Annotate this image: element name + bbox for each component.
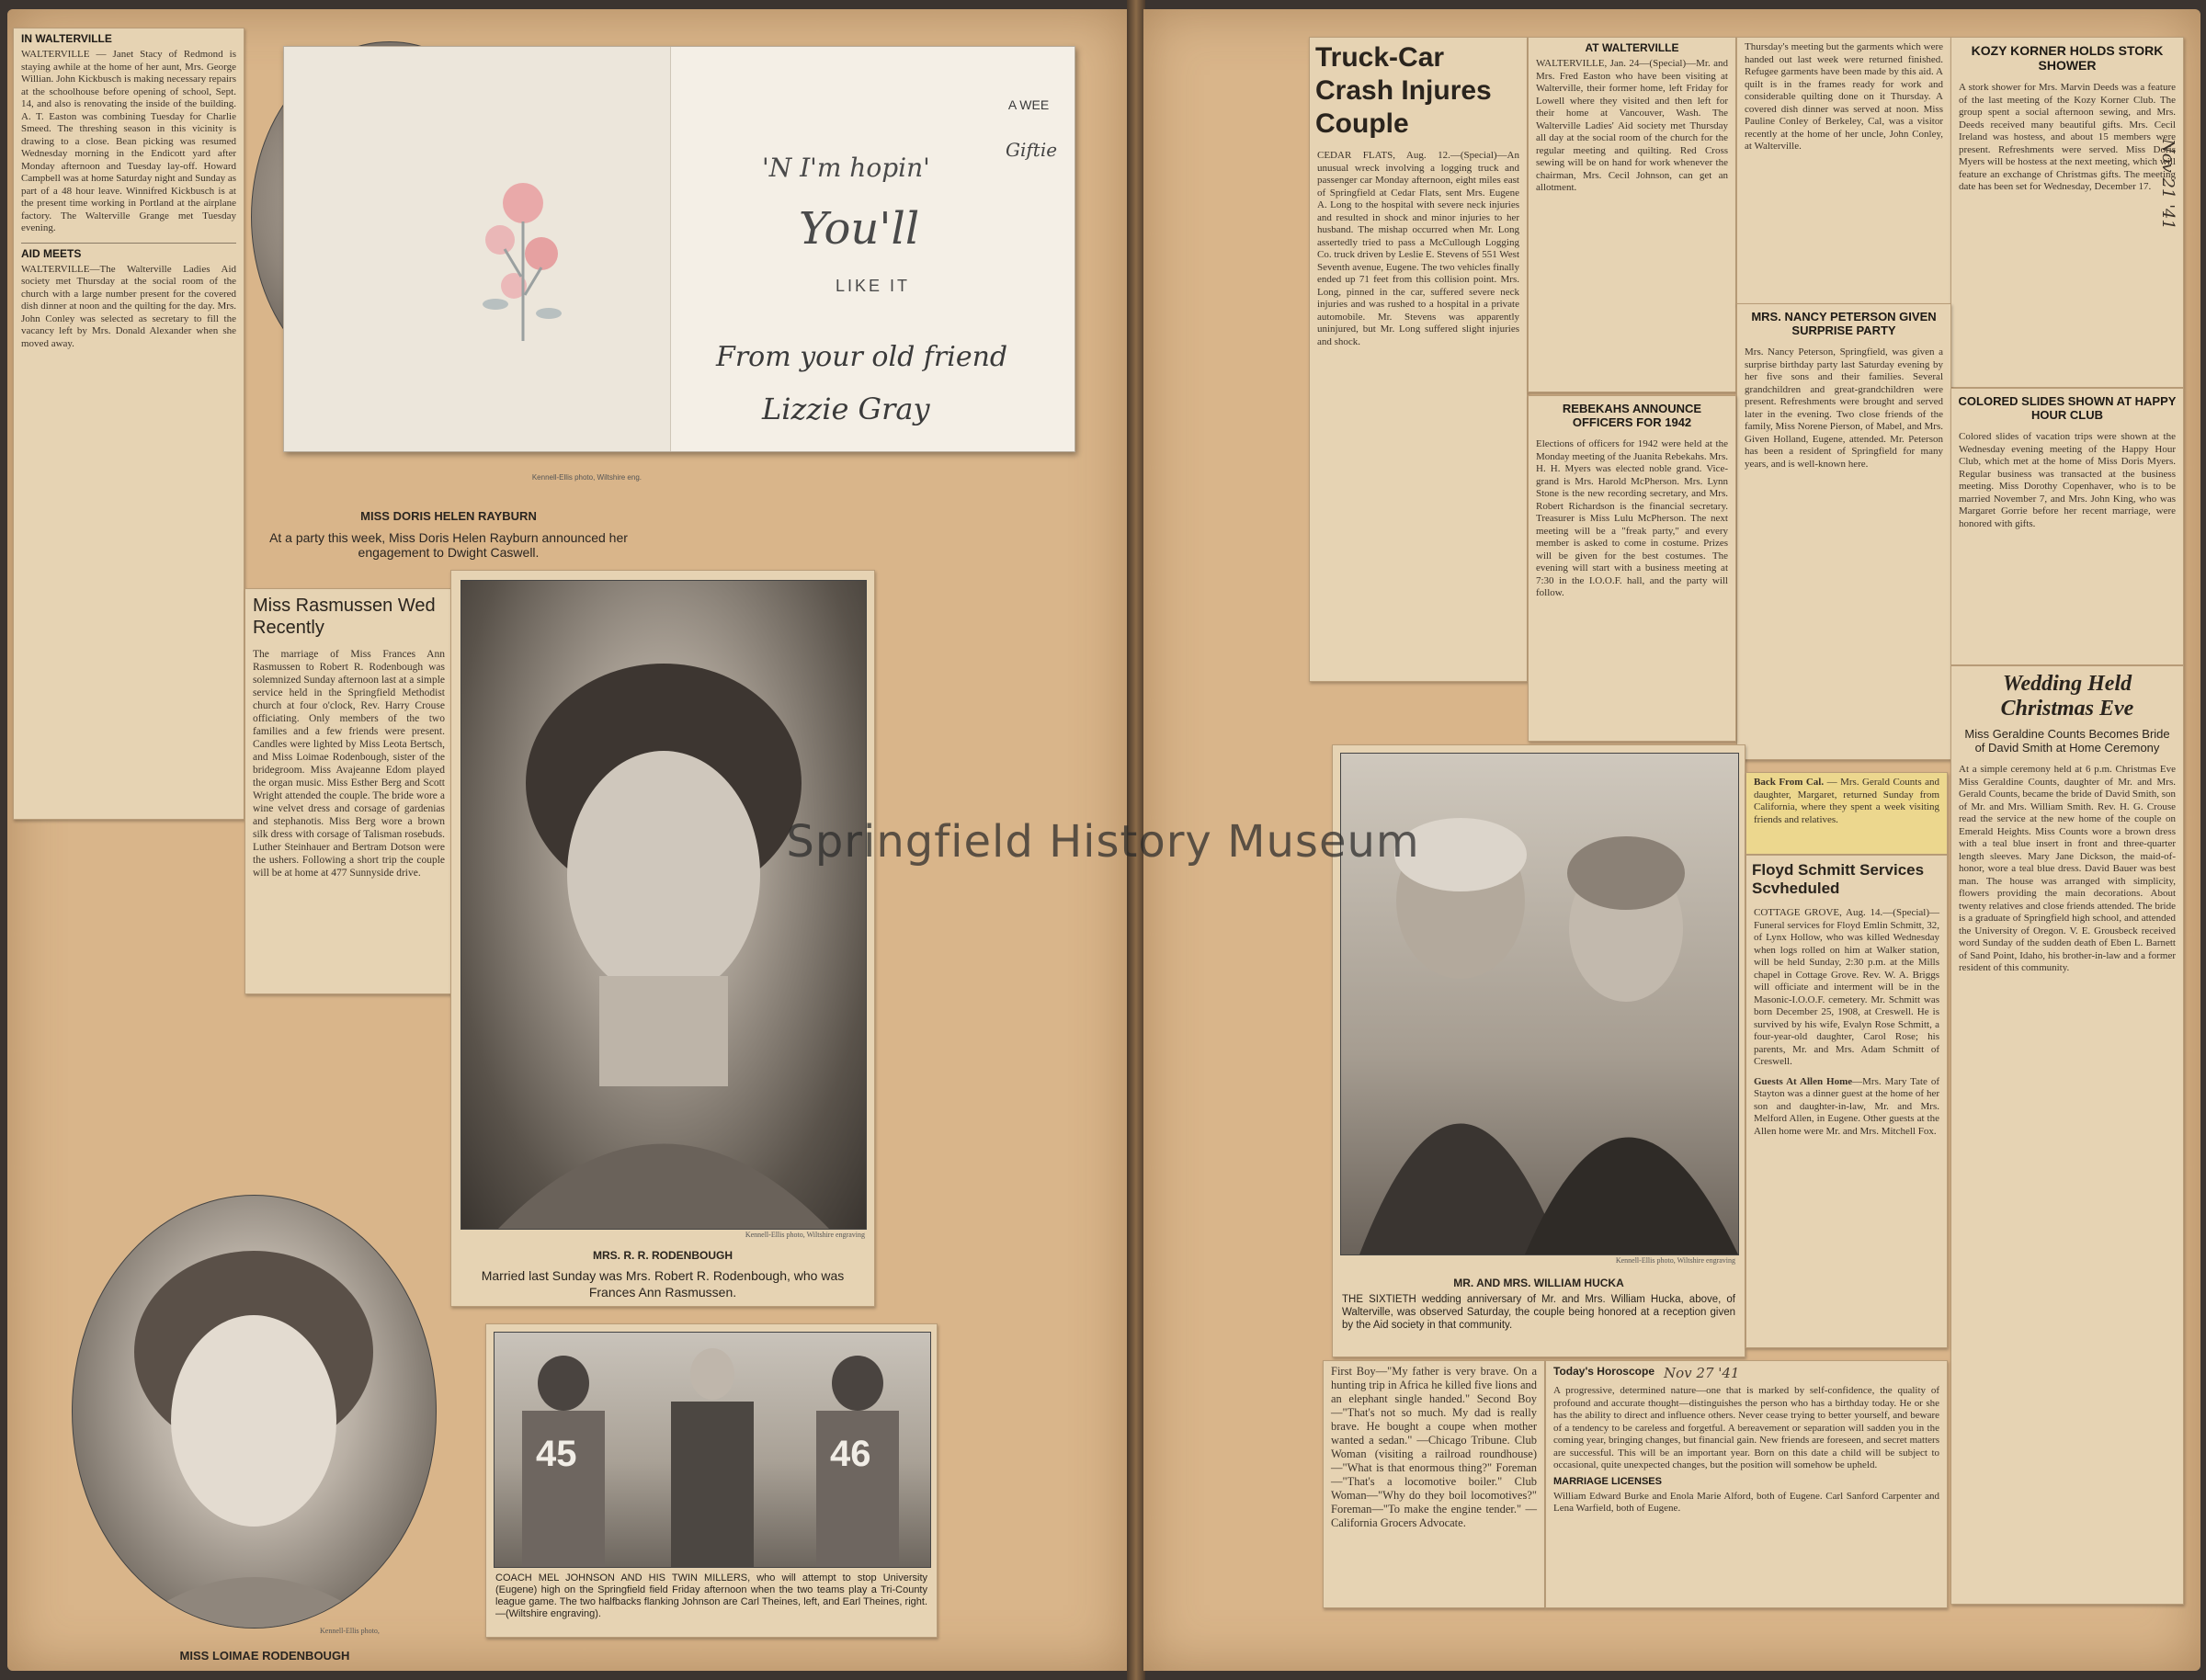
- at-walterville-body: WALTERVILLE, Jan. 24—(Special)—Mr. and Mrs. Fred Easton who have been visiting at Walterville, their former home, left Friday for Lowell where they visited and then left for their home at Vancouver, Wash. The Walterville Ladies' Aid society met Thursday all day at the social room of the church for the regular meeting and quilting. Red Cross sewing will be on hand for work whenever the chairman, Mrs. Cecil Johnson, can get an allotment.: [1536, 58, 1728, 193]
- guests-allen-heading: Guests At Allen Home: [1754, 1075, 1853, 1087]
- hucka-couple-photo: [1340, 753, 1739, 1255]
- rayburn-caption-block: [256, 473, 642, 560]
- wedding-christmas-eve-clipping: [1950, 665, 2184, 1605]
- horoscope-body: A progressive, determined nature—one that is marked by self-confidence, the quality of profound and accurate thought—distinguishes the person who has a birthday today. He or she has the ability to direct and influence others. Never cease trying to better yourself, and beware of a tendency to be careless and forgetful. A bereavement or separation will sadden you in the coming year, bringing changes, but financial gain. New friends are foreseen, and secret matters are successful. This will be an important year. Born on this date a child will be subject to occasional, quite unexpected changes, but the position will somehow be upheld.: [1553, 1385, 1939, 1470]
- hucka-caption: THE SIXTIETH wedding anniversary of Mr. and Mrs. William Hucka, above, of Walterville, was observed Saturday, the couple being honored at a reception given by the Aid society in that community.: [1342, 1294, 1735, 1331]
- loimae-portrait: [72, 1195, 437, 1629]
- wedding-body: At a simple ceremony held at 6 p.m. Christmas Eve Miss Geraldine Counts, daughter of Mr. and Mrs. Gerald Counts, became the bride of David Smith, son of Mr. and Mrs. William Smith. Rev. H. G. Crouse read the service at the new home of the couple on Emerald Heights. Miss Counts wore a brown dress with a teal blue insert in front and three-quarter length sleeves. Mary Jane Dickson, the maid-of-honor, wore a teal blue dress. David Bauer was best man. The house was arranged with simplicity, flowers providing the main decorations. About twenty relatives and close friends attended. The bride is a graduate of Springfield high school, and attended the University of Oregon. V. E. Grousbeck received word Sunday of the sudden death of Eben L. Barnett of Sand Point, Idaho, his brother-in-law and a former resident of this community.: [1959, 764, 2176, 973]
- walterville-news-clipping: [13, 28, 244, 820]
- horoscope-header: [1546, 1361, 1947, 1385]
- quilting-body: Thursday's meeting but the garments which were handed out last week were returned finished. Refugee garments have been made by this aid. A quilt is in the frames ready for work and considerable quilting done on it Thursday. A covered dish dinner was served at noon. Miss Pauline Conley of Berkeley, Cal, was a visitor recently at the home of her uncle, John Conley, at Walterville.: [1745, 41, 1943, 152]
- hucka-name: MR. AND MRS. WILLIAM HUCKA: [1453, 1277, 1624, 1289]
- horoscope-handwritten-date: Nov 27 '41: [1664, 1365, 1740, 1381]
- rebekahs-body: Elections of officers for 1942 were held at the Monday meeting of the Juanita Rebekahs. Mrs. H. H. Myers was elected noble grand. Vice-grand is Mrs. Harold McPherson. Mrs. Lynn Stone is the new recording secretary, and Mrs. Robert Richardson is the financial secretary. Treasurer is Miss Lulu McPherson. The next meeting will be a "freak party," and every member is asked to come in costume. Prizes will be given for the best costumes. The evening will start with a business meeting at 7:30 in the I.O.O.F. hall, and the party will follow.: [1536, 438, 1728, 598]
- card-line-like-it: LIKE IT: [836, 277, 911, 295]
- marriage-licenses-heading: MARRIAGE LICENSES: [1553, 1475, 1662, 1487]
- kozy-korner-clipping: [1950, 37, 2184, 388]
- marriage-licenses-body: William Edward Burke and Enola Marie Alford, both of Eugene. Carl Sanford Carpenter and Lena Warfield, both of Eugene.: [1553, 1490, 1939, 1514]
- rodenbough-clipping: [450, 570, 875, 1307]
- rayburn-name: MISS DORIS HELEN RAYBURN: [360, 509, 537, 523]
- jersey-number-46: 46: [830, 1434, 871, 1474]
- truck-car-crash-clipping: [1309, 37, 1528, 682]
- back-from-cal-heading: Back From Cal.: [1754, 777, 1825, 788]
- loimae-silhouette: [73, 1196, 436, 1628]
- schmitt-body: COTTAGE GROVE, Aug. 14.—(Special)—Funeral services for Floyd Emlin Schmitt, 32, of Lynx Hollow, who was killed Wednesday when logs rolled on him at Walker station, will be held Sunday, 2:30 p.m. at the Mills chapel in Cottage Grove. Rev. W. A. Briggs will officiate and interment will be in the Masonic-I.O.O.F. cemetery. Mr. Schmitt was born December 25, 1908, at Creswell. He is survived by his wife, Evalyn Rose Schmitt, a four-year-old daughter, Carol Rose; his parents, Mr. and Mrs. Adam Schmitt of Creswell.: [1754, 907, 1939, 1067]
- museum-watermark: Springfield History Museum: [786, 816, 1420, 868]
- kozy-korner-body: A stork shower for Mrs. Marvin Deeds was a feature of the last meeting of the Kozy Korner Club. The group spent a social afternoon sewing, and Mrs. Deeds received many beautiful gifts. Mrs. Cecil Ireland was hostess, and about 15 members were present. Refreshments were served. Miss Doris Myers will be hostess at the next meeting, which will feature an exchange of Christmas gifts. The meeting date has been set for Wednesday, December 17.: [1959, 82, 2176, 192]
- portrait-silhouette: [461, 581, 866, 1229]
- colored-slides-heading: COLORED SLIDES SHOWN AT HAPPY HOUR CLUB: [1958, 394, 2177, 422]
- rodenbough-portrait: [461, 580, 867, 1230]
- jersey-number-45: 45: [536, 1434, 577, 1474]
- back-from-cal-clipping: [1745, 772, 1948, 855]
- at-walterville-clipping: [1528, 37, 1736, 392]
- truck-car-crash-body: CEDAR FLATS, Aug. 12.—(Special)—An unusual wreck involving a logging truck and passenger car Monday afternoon, eight miles east of Springfield at Cedar Flats, sent Mrs. Eugene A. Long to the hospital with severe neck injuries and resulted in shock and minor injuries to her husband. The mishap occurred when Mr. Long assertedly tried to pass a McCullough Logging Co. truck driven by Leslie E. Stevens of 551 West Seventh avenue, Eugene. The two vehicles finally ended up 71 feet from this collision point. Mrs. Long, pinned in the car, suffered severe neck injuries and was rushed to a hospital in a private automobile. Mr. Stevens was apparently uninjured, but Mr. Long suffered slight injuries and shock.: [1317, 150, 1519, 347]
- hucka-anniversary-clipping: [1332, 744, 1745, 1357]
- hucka-photo-credit: Kennell-Ellis photo, Wiltshire engraving: [1615, 1256, 1735, 1265]
- rodenbough-name: MRS. R. R. RODENBOUGH: [592, 1249, 733, 1262]
- horoscope-clipping: [1545, 1360, 1948, 1608]
- peterson-heading: MRS. NANCY PETERSON GIVEN SURPRISE PARTY: [1751, 310, 1937, 337]
- scrapbook-right-page: [1143, 9, 2200, 1671]
- walterville-heading: IN WALTERVILLE: [21, 32, 112, 45]
- coach-johnson-clipping: [485, 1323, 938, 1638]
- rasmussen-heading: Miss Rasmussen Wed Recently: [253, 596, 436, 638]
- back-from-cal-body-wrap: [1746, 773, 1947, 830]
- card-signature-from: From your old friend: [716, 341, 1008, 373]
- guests-allen-wrap: [1746, 1073, 1947, 1142]
- scrapbook-spine: [1127, 0, 1145, 1680]
- peterson-body: Mrs. Nancy Peterson, Springfield, was given a surprise birthday party last Saturday evening by her five sons and their families. Several grandchildren and great-grandchildren were present. Refreshments were brought and served later in the evening. Two close friends of the family, Miss Norene Pierson, of Mabel, and Mrs. Given Holland, Eugene, attended. Mr. Peterson has been a resident of Springfield for many years, and is well-known here.: [1745, 346, 1943, 470]
- rodenbough-caption: Married last Sunday was Mrs. Robert R. Rodenbough, who was Frances Ann Rasmussen.: [481, 1268, 845, 1300]
- schmitt-heading: Floyd Schmitt Services Scvheduled: [1752, 861, 1925, 897]
- hucka-silhouettes: [1341, 754, 1738, 1254]
- walterville-body: WALTERVILLE — Janet Stacy of Redmond is staying awhile at the home of her aunt, Mrs. George Willian. John Kickbusch is making necessary repairs at the schoolhouse before opening of school, Sept. 14, and also is renovating the inside of the building. A. T. Easton was combining Tuesday for Charlie Smeed. The threshing season in this vicinity is drawing to a close. Bean picking was resumed Wednesday morning in the Endicott yard after Monday afternoon and Tuesday lay-off. Howard Campbell was at home Saturday night and Sunday as part of a 48 hour leave. Winnifred Kickbusch is at the present time working in Portland at the airplane factory. The Walterville Grange met Tuesday evening.: [21, 49, 237, 233]
- loimae-name: MISS LOIMAE RODENBOUGH: [179, 1649, 350, 1663]
- jokes-body: First Boy—"My father is very brave. On a hunting trip in Africa he killed five lions and an elephant single handed." Second Boy—"That's not so much. My dad is really brave. He bought a coupe when mother wanted a sedan." —Chicago Tribune. Club Woman (visiting a railroad roundhouse)—"What is that enormous thing?" Foreman—"That's a locomotive boiler." Club Woman—"Why do they boil locomotives?" Foreman—"To make the engine tender." —California Grocers Advocate.: [1331, 1365, 1537, 1529]
- rasmussen-wedding-clipping: [244, 588, 453, 994]
- greeting-card: [283, 46, 1075, 452]
- card-wee-label: A WEE: [1007, 97, 1050, 112]
- rasmussen-body: The marriage of Miss Frances Ann Rasmussen to Robert R. Rodenbough was solemnized Sunday afternoon last at a simple service held in the Springfield Methodist church at four o'clock, Rev. Harry Crouse officiating. Only members of the two families and a few friends were present. Candles were lighted by Miss Leota Bertsch, and Miss Loimae Rodenbough, sister of the bridegroom. Miss Avajeanne Edom played the organ music. Miss Esther Berg and Scott Wright attended the couple. The bride wore a wine velvet dress and corsage of gardenias and stephanotis. Miss Berg wore a brown silk dress with corsage of Talisman rosebuds. Luther Steinhauer and Bertram Dotson were the ushers. Following a short trip the couple will be at home at 477 Sunnyside drive.: [253, 649, 445, 879]
- kozy-korner-heading: KOZY KORNER HOLDS STORK SHOWER: [1971, 43, 2164, 73]
- rodenbough-photo-credit: Kennell-Ellis photo, Wiltshire engraving: [745, 1231, 865, 1239]
- truck-car-crash-headline: Truck-Car Crash Injures Couple: [1315, 42, 1492, 139]
- guests-allen-body: —Mrs. Mary Tate of Stayton was a dinner guest at the home of her son and daughter-in-law, Mr. and Mrs. Melford Allen, in Eugene. Other guests at the Allen home were Mr. and Mrs. Mitchell Fox.: [1754, 1075, 1939, 1137]
- loimae-photo-credit: Kennell-Ellis photo,: [320, 1627, 380, 1635]
- colored-slides-clipping: [1950, 388, 2184, 665]
- coach-johnson-caption: COACH MEL JOHNSON AND HIS TWIN MILLERS, who will attempt to stop University (Eugene) high on the Springfield field Friday afternoon when the two teams play a Tri-County league game. The two halfbacks flanking Johnson are Carl Theines, left, and Earl Theines, right.—(Wiltshire engraving).: [495, 1572, 927, 1619]
- rayburn-caption: At a party this week, Miss Doris Helen Rayburn announced her engagement to Dwight Caswell.: [269, 530, 628, 560]
- horoscope-heading: Today's Horoscope: [1553, 1365, 1654, 1378]
- aid-meets-body: WALTERVILLE—The Walterville Ladies Aid society met Thursday at the social room of the church with a large number present for the covered dish dinner at noon and the quilting for the day. Mrs. John Conley was selected as secretary to fill the vacancy left by Mrs. Donald Alexander when she moved away.: [21, 263, 236, 349]
- rayburn-photo-credit: Kennell-Ellis photo, Wiltshire eng.: [531, 473, 642, 482]
- peterson-party-clipping: [1736, 303, 1951, 760]
- football-team-photo: [494, 1332, 931, 1568]
- at-walterville-heading: AT WALTERVILLE: [1585, 41, 1679, 54]
- quilting-continued-clipping: [1736, 37, 1951, 305]
- card-line-youll: You'll: [799, 203, 920, 255]
- kozy-handwritten-date: Nov 21 '41: [2158, 139, 2178, 230]
- colored-slides-body: Colored slides of vacation trips were shown at the Wednesday evening meeting of the Happy Hour Club, which met at the home of Miss Doris Myers. Regular business was transacted at the business meeting. Miss Dorothy Copenhaver, who is to be married November 7, and Mrs. John King, who was Margaret Gorrie before her recent marriage, were honored with gifts.: [1959, 431, 2176, 529]
- aid-meets-heading: AID MEETS: [21, 246, 82, 260]
- wedding-heading: Wedding Held Christmas Eve: [2000, 672, 2134, 721]
- jokes-clipping: [1323, 1360, 1545, 1608]
- floyd-schmitt-clipping: [1745, 855, 1948, 1348]
- card-giftie-label: Giftie: [1006, 139, 1058, 161]
- scrapbook-left-page: [7, 9, 1129, 1671]
- rebekahs-heading: REBEKAHS ANNOUNCE OFFICERS FOR 1942: [1562, 402, 1702, 429]
- rebekahs-clipping: [1528, 395, 1736, 742]
- card-line-hoping: 'N I'm hopin': [762, 153, 930, 183]
- back-from-cal-body: — Mrs. Gerald Counts and daughter, Margaret, returned Sunday from California, where they spent a week visiting friends and relatives.: [1754, 777, 1939, 825]
- card-signature-name: Lizzie Gray: [762, 392, 930, 426]
- flower-illustration: [468, 166, 578, 350]
- wedding-subhead: Miss Geraldine Counts Becomes Bride of David Smith at Home Ceremony: [1964, 727, 2170, 755]
